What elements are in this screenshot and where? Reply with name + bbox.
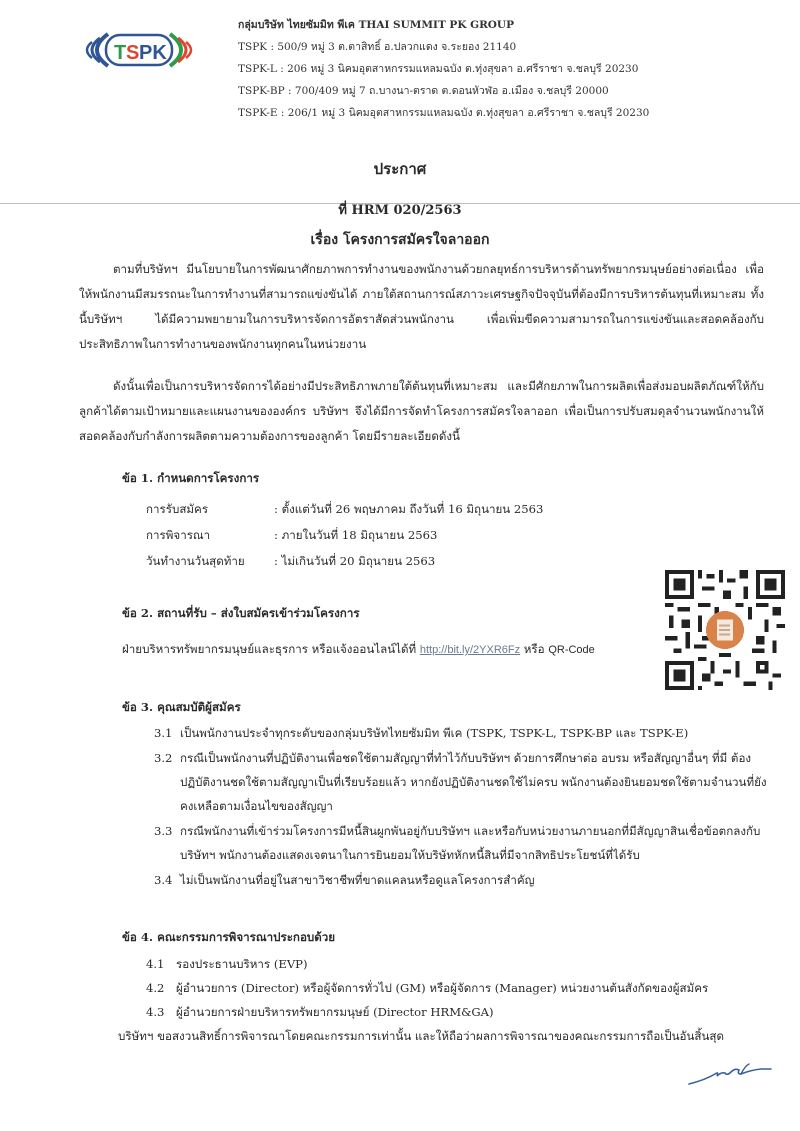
list-item: 3.1 เป็นพนักงานประจำทุกระดับของกลุ่มบริษัทไทยซัมมิท พีเค (TSPK, TSPK-L, TSPK-BP และ TSPK-E) xyxy=(154,726,689,740)
company-header xyxy=(238,14,649,124)
qr-code[interactable] xyxy=(664,570,786,690)
section4-title: ข้อ 4. คณะกรรมการพิจารณาประกอบด้วย xyxy=(122,930,336,944)
list-item: 4.1 รองประธานบริหาร (EVP) xyxy=(146,957,308,971)
schedule-table xyxy=(146,496,543,574)
signature xyxy=(685,1058,775,1090)
online-form-link[interactable]: http://bit.ly/2YXR6Fz xyxy=(419,644,521,656)
svg-text:PK: PK xyxy=(139,42,167,64)
schedule-row: วันทำงานวันสุดท้าย : ไม่เกินวันที่ 20 มิถุนายน 2563 xyxy=(146,554,436,568)
document-heading: ประกาศ xyxy=(373,160,427,178)
list-item: 4.3 ผู้อำนวยการฝ่ายบริหารทรัพยากรมนุษย์ (Director HRM&GA) xyxy=(146,1005,494,1019)
section1-title: ข้อ 1. กำหนดการโครงการ xyxy=(122,471,260,485)
section2-title: ข้อ 2. สถานที่รับ – ส่งใบสมัครเข้าร่วมโครงการ xyxy=(122,606,360,620)
committee-list xyxy=(146,952,766,1024)
intro-paragraph: ตามที่บริษัทฯ มีนโยบายในการพัฒนาศักยภาพการทำงานของพนักงานด้วยกลยุทธ์การบริหารด้านทรัพยากรมนุษย์อย่างต่อเนื่อง เพื่อให้พนักงานมีสมรรถนะในการทำงานที่สามารถแข่งขันได้ ภายใต้สถานการณ์สภาวะเศรษฐกิจปัจจุบันที่ต้องมีการบริหารต้นทุนที่เหมาะสม ทั้งนี้บริษัทฯ ได้มีความพยายามในการบริหารจัดการอัตราสัดส่วนพนักงาน เพื่อเพิ่มขีดความสามารถในการแข่งขันและสอดคล้องกับประสิทธิภาพในการทำงานของพนักงานทุกคนในหน่วยงาน xyxy=(79,262,764,351)
purpose-paragraph: ดังนั้นเพื่อเป็นการบริหารจัดการได้อย่างมีประสิทธิภาพภายใต้ต้นทุนที่เหมาะสม และมีศักยภาพในการผลิตเพื่อส่งมอบผลิตภัณฑ์ให้กับลูกค้าได้ตามเป้าหมายและแผนงานขององค์กร บริษัทฯ จึงได้มีการจัดทำโครงการสมัครใจลาออก เพื่อเป็นการปรับสมดุลจำนวนพนักงานให้สอดคล้องกับกำลังการผลิตตามความต้องการของลูกค้า โดยมีรายละเอียดดังนี้ xyxy=(79,379,764,443)
svg-text:T: T xyxy=(114,42,127,64)
schedule-row: การรับสมัคร : ตั้งแต่วันที่ 26 พฤษภาคม ถึงวันที่ 16 มิถุนายน 2563 xyxy=(146,502,544,516)
section3-title: ข้อ 3. คุณสมบัติผู้สมัคร xyxy=(122,700,241,714)
address-tspk-bp: TSPK-BP : 700/409 หมู่ 7 ถ.บางนา-ตราด ต.ดอนหัวฬ่อ อ.เมือง จ.ชลบุรี 20000 xyxy=(238,85,609,97)
tspk-logo xyxy=(78,28,200,72)
address-tspk-l: TSPK-L : 206 หมู่ 3 นิคมอุตสาหกรรมแหลมฉบัง ต.ทุ่งสุขลา อ.ศรีราชา จ.ชลบุรี 20230 xyxy=(238,63,639,75)
list-item: 3.4 ไม่เป็นพนักงานที่อยู่ในสาขาวิชาชีพที่ขาดแคลนหรือดูแลโครงการสำคัญ xyxy=(154,873,535,887)
list-item: 4.2 ผู้อำนวยการ (Director) หรือผู้จัดการทั่วไป (GM) หรือผู้จัดการ (Manager) หน่วยงานต้นสังกัดของผู้สมัคร xyxy=(146,981,709,995)
document-subject: เรื่อง โครงการสมัครใจลาออก xyxy=(310,232,490,248)
schedule-row: การพิจารณา : ภายในวันที่ 18 มิถุนายน 2563 xyxy=(146,528,438,542)
list-item: 3.3 กรณีพนักงานที่เข้าร่วมโครงการมีหนี้สินผูกพันอยู่กับบริษัทฯ และหรือกับหน่วยงานภายนอกที่มีสัญญาสินเชื่อข้อตกลงกับบริษัทฯ พนักงานต้องแสดงเจตนาในการยินยอมให้บริษัทหักหนี้สินที่มีจากสิทธิประโยชน์ที่ได้รับ xyxy=(154,824,761,862)
closing-statement: บริษัทฯ ขอสงวนสิทธิ์การพิจารณาโดยคณะกรรมการเท่านั้น และให้ถือว่าผลการพิจารณาของคณะกรรมการถือเป็นอันสิ้นสุด xyxy=(118,1029,725,1043)
svg-text:S: S xyxy=(126,42,140,64)
address-tspk-e: TSPK-E : 206/1 หมู่ 3 นิคมอุตสาหกรรมแหลมฉบัง ต.ทุ่งสุขลา อ.ศรีราชา จ.ชลบุรี 20230 xyxy=(238,107,650,119)
document-number: ที่ HRM 020/2563 xyxy=(338,203,462,218)
address-tspk: TSPK : 500/9 หมู่ 3 ต.ตาสิทธิ์ อ.ปลวกแดง จ.ระยอง 21140 xyxy=(238,41,517,53)
list-item: 3.2 กรณีเป็นพนักงานที่ปฏิบัติงานเพื่อชดใช้ตามสัญญาที่ทำไว้กับบริษัทฯ ด้วยการศึกษาต่อ อบรม หรือสัญญาอื่นๆ ที่มี ต้องปฏิบัติงานชดใช้ตามสัญญาเป็นที่เรียบร้อยแล้ว หากยังปฏิบัติงานชดใช้ไม่ครบ พนักงานต้องยินยอมชดใช้ตามจำนวนที่ยังคงเหลือตามเงื่อนไขของสัญญา xyxy=(154,751,767,813)
qualification-list xyxy=(154,721,774,893)
company-name: กลุ่มบริษัท ไทยซัมมิท พีเค THAI SUMMIT PK GROUP xyxy=(238,19,514,31)
submission-info: ฝ่ายบริหารทรัพยากรมนุษย์และธุรการ หรือแจ้งออนไลน์ได้ที่ http://bit.ly/2YXR6Fz หรือ QR-Code xyxy=(122,642,595,656)
